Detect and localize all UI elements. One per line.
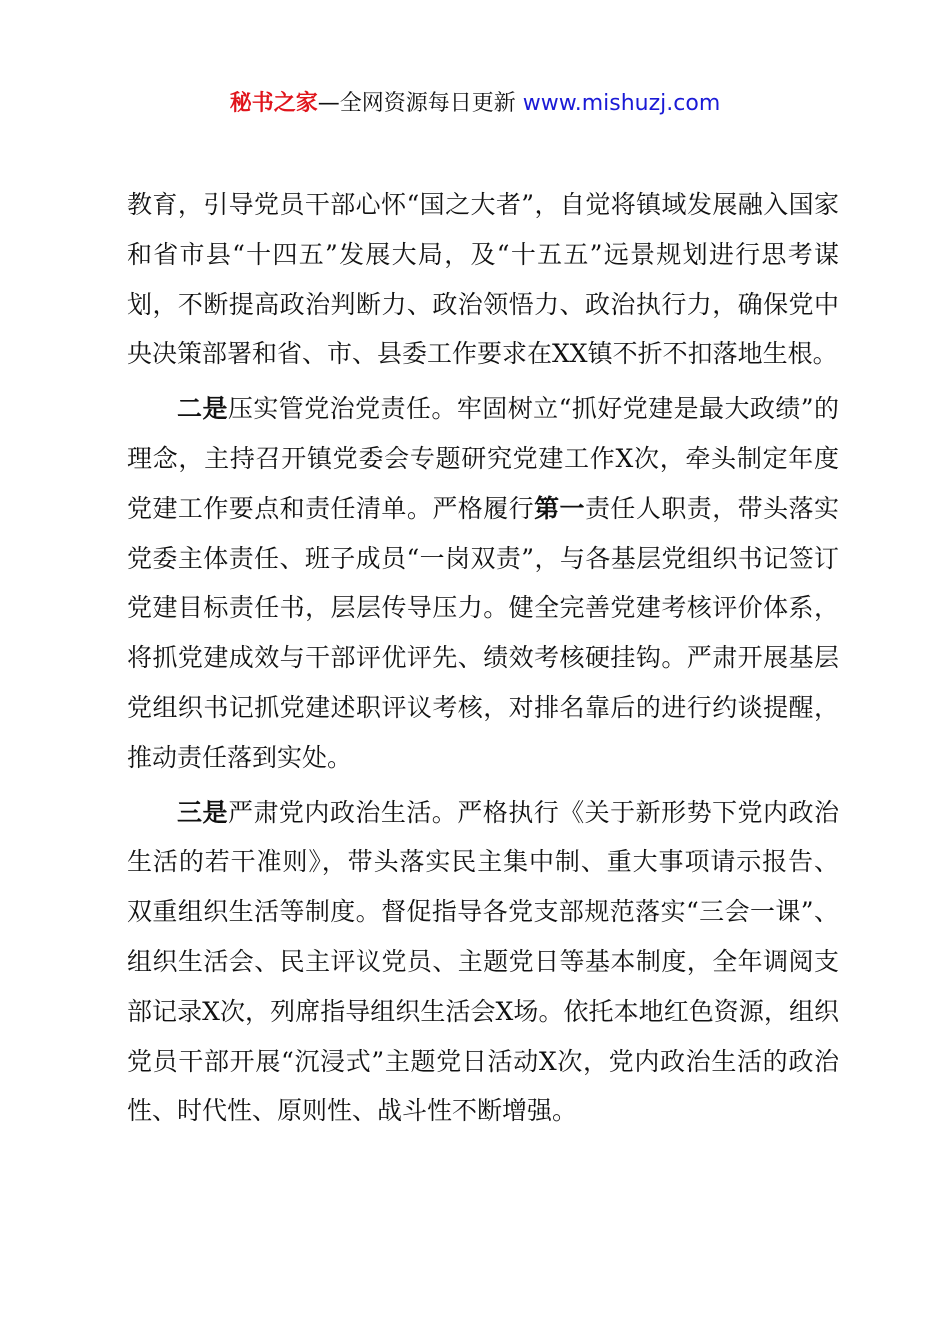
paragraph-2-text-part1: 压实管党治党责任。牢固树立“抓好党建是最大政绩”的理念，主持召开镇党委会专题研究党建工作X次，牵头制定年度党建工作要点和责任清单。严格履行 — [127, 394, 839, 523]
paragraph-3 — [127, 788, 839, 1137]
paragraph-3-lead: 三是 — [177, 797, 228, 827]
paragraph-2-text-part2: 责任人职责，带头落实党委主体责任、班子成员“一岗双责”，与各基层党组织书记签订党建目标责任书，层层传导压力。健全完善党建考核评价体系，将抓党建成效与干部评优评先、绩效考核硬挂钩。严肃开展基层党组织书记抓党建述职评议考核，对排名靠后的进行约谈提醒，推动责任落到实处。 — [127, 493, 839, 772]
paragraph-1-text: 教育，引导党员干部心怀“国之大者”，自觉将镇域发展融入国家和省市县“十四五”发展大局，及“十五五”远景规划进行思考谋划，不断提高政治判断力、政治领悟力、政治执行力，确保党中央决策部署和省、市、县委工作要求在XX镇不折不扣落地生根。 — [127, 190, 839, 369]
paragraph-1 — [127, 180, 839, 379]
document-body — [127, 180, 839, 1141]
paragraph-2-bold-mid: 第一 — [534, 493, 585, 523]
paragraph-3-text: 严肃党内政治生活。严格执行《关于新形势下党内政治生活的若干准则》，带头落实民主集中制、重大事项请示报告、双重组织生活等制度。督促指导各党支部规范落实“三会一课”、组织生活会、民主评议党员、主题党日等基本制度，全年调阅支部记录X次，列席指导组织生活会X场。依托本地红色资源，组织党员干部开展“沉浸式”主题党日活动X次，党内政治生活的政治性、时代性、原则性、战斗性不断增强。 — [127, 797, 839, 1126]
header-url[interactable]: www.mishuzj.com — [522, 91, 721, 116]
page-header — [0, 86, 950, 122]
header-tagline: —全网资源每日更新 — [317, 91, 523, 116]
paragraph-2-lead: 二是 — [177, 394, 228, 424]
paragraph-2 — [127, 384, 839, 782]
header-brand: 秘书之家 — [229, 91, 318, 116]
